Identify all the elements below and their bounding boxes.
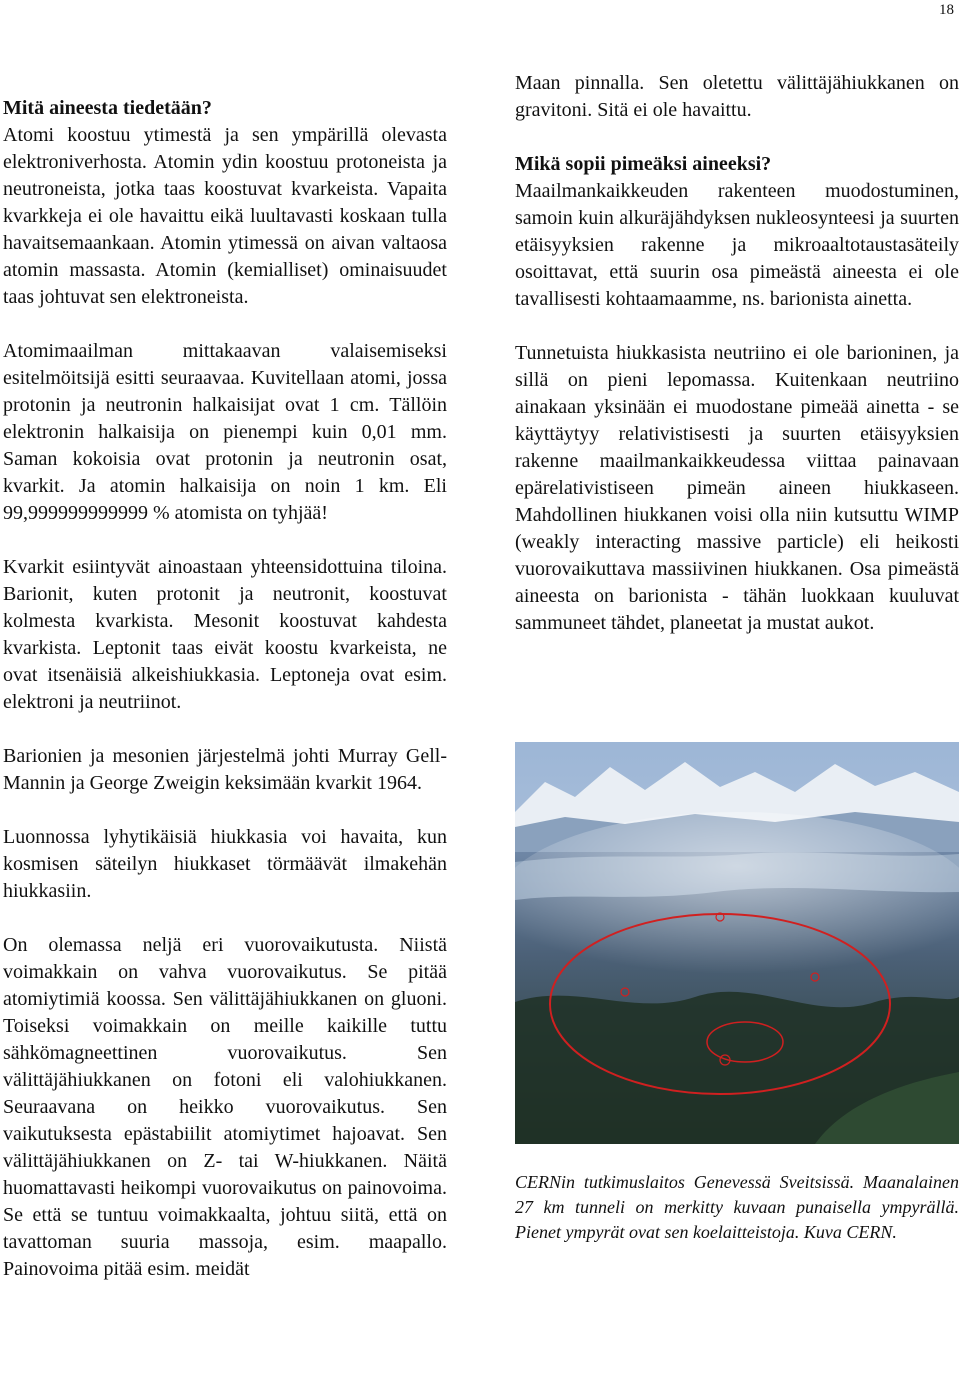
scale-paragraph — [3, 338, 447, 527]
paragraph-text: Barionien ja mesonien järjestelmä johti Murray Gell-Mannin ja George Zweigin keksimään kvarkit 1964. — [3, 745, 447, 794]
interactions-paragraph — [3, 932, 447, 1283]
intro-paragraph — [3, 95, 447, 311]
section-heading-matter: Mitä aineesta tiedetään? — [3, 97, 212, 119]
section-heading-dark-matter: Mikä sopii pimeäksi aineeksi? — [515, 153, 772, 175]
dark-matter-paragraph — [515, 151, 959, 313]
photo-caption: CERNin tutkimuslaitos Genevessä Sveitsissä. Maanalainen 27 km tunneli on merkitty kuvaan punaisella ympyrällä. Pienet ympyrät ovat sen koelaitteistoja. Kuva CERN. — [515, 1172, 959, 1242]
atmospheric-haze — [515, 812, 959, 992]
quarks-paragraph — [3, 554, 447, 716]
paragraph-text: Kvarkit esiintyvät ainoastaan yhteensidottuina tiloina. Barionit, kuten protonit ja neutronit, koostuvat kolmesta kvarkista. Mesonit koostuvat kahdesta kvarkista. Leptonit taas eivät koostu kvarkeista, ne ovat itsenäisiä alkeishiukkasia. Leptoneja ovat esim. elektroni ja neutriinot. — [3, 556, 447, 713]
paragraph-text: Maailmankaikkeuden rakenteen muodostuminen, samoin kuin alkuräjähdyksen nukleosynteesi ja suurten etäisyyksien rakenne ja mikroaaltotaustasäteily osoittavat, että suurin osa pimeästä aineesta ei ole tavallisesti kohtaamaamme, ns. barionista ainetta. — [515, 180, 959, 310]
page-number: 18 — [939, 2, 954, 18]
paragraph-text: Tunnetuista hiukkasista neutriino ei ole barioninen, ja sillä on pieni lepomassa. Kuitenkaan neutriino ainakaan yksinään ei muodostane pimeää ainetta - se käyttäytyy relativistisesti ja suurten etäisyyksien rakenne maailmankaikkeudessa viittaa painavaan epärelativistiseen pimeän aineen hiukkaseen. Mahdollinen hiukkanen voisi olla niin kutsuttu WIMP (weakly interacting massive particle) eli heikosti vuorovaikuttava massiivinen hiukkanen. Osa pimeästä aineesta on barionista - tähän luokkaan kuuluvat sammuneet tähdet, planeetat ja mustat aukot. — [515, 342, 959, 634]
gravity-continuation-paragraph — [515, 70, 959, 124]
right-column — [515, 70, 959, 664]
paragraph-text: Luonnossa lyhytikäisiä hiukkasia voi havaita, kun kosmisen säteilyn hiukkaset törmäävät ilmakehän hiukkasiin. — [3, 826, 447, 902]
cern-aerial-illustration — [515, 742, 959, 1144]
paragraph-text: Maan pinnalla. Sen oletettu välittäjähiukkanen on gravitoni. Sitä ei ole havaittu. — [515, 72, 959, 121]
left-column — [3, 95, 447, 1310]
cosmic-rays-paragraph — [3, 824, 447, 905]
neutrino-paragraph — [515, 340, 959, 637]
cern-aerial-photo — [515, 742, 959, 1144]
paragraph-text: Atomimaailman mittakaavan valaisemiseksi esitelmöitsijä esitti seuraavaa. Kuvitellaan atomi, jossa protonin ja neutronin halkaisijat ovat 1 cm. Tällöin elektronin halkaisija on pienempi kuin 0,01 mm. Saman kokoisia ovat protonin ja neutronin osat, kvarkit. Ja atomin halkaisija on noin 1 km. Eli 99,999999999999 % atomista on tyhjää! — [3, 340, 447, 524]
paragraph-text: On olemassa neljä eri vuorovaikutusta. Niistä voimakkain on vahva vuorovaikutus. Se pitää atomiytimiä koossa. Sen välittäjähiukkanen on gluoni. Toiseksi voimakkain on meille kaikille tuttu sähkömagneettinen vuorovaikutus. Sen välittäjähiukkanen on fotoni eli valohiukkanen. Seuraavana on heikko vuorovaikutus. Sen vaikutuksesta epästabiilit atomiytimet hajoavat. Sen välittäjähiukkanen on Z- tai W-hiukkanen. Näitä huomattavasti heikompi vuorovaikutus on painovoima. Se että se tuntuu voimakkaalta, johtuu siitä, että on tavattoman suuria massoja, esim. maapallo. Painovoima pitää esim. meidät — [3, 934, 447, 1280]
paragraph-text: Atomi koostuu ytimestä ja sen ympärillä olevasta elektroniverhosta. Atomin ydin koostuu protoneista ja neutroneista, jotka taas koostuvat kvarkeista. Vapaita kvarkkeja ei ole havaittu eikä luultavasti koskaan tulla havaitsemaankaan. Atomin ytimessä on aivan valtaosa atomin massasta. Atomin (kemialliset) ominaisuudet taas johtuvat sen elektroneista. — [3, 124, 447, 308]
history-paragraph — [3, 743, 447, 797]
